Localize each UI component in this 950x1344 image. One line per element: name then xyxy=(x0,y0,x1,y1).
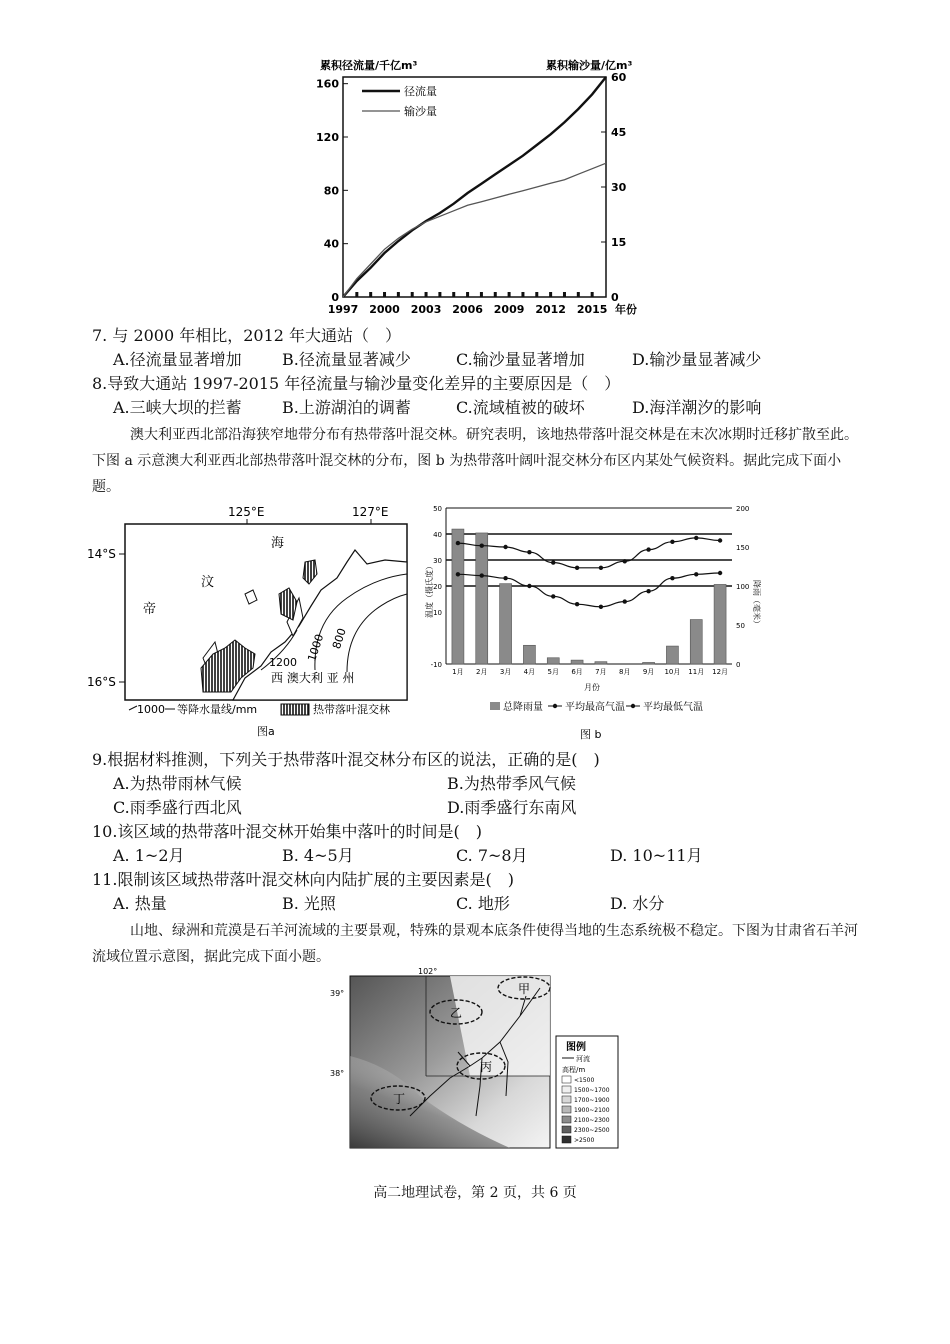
region-yi: 乙 xyxy=(450,1006,463,1020)
q9-stem: 9.根据材料推测，下列关于热带落叶混交林分布区的说法，正确的是( ) xyxy=(92,750,600,769)
x-tick-label: 2006 xyxy=(452,303,483,316)
legend-rain: 总降雨量 xyxy=(503,702,543,713)
elevation-legend-label: 2100~2300 xyxy=(574,1117,610,1124)
q7-stem: 7. 与 2000 年相比，2012 年大通站（ ） xyxy=(92,326,402,345)
rainfall-bar xyxy=(476,533,488,664)
temp-point xyxy=(551,560,555,564)
chart-b-left-tick: 40 xyxy=(433,531,442,539)
chart-b-grid xyxy=(446,508,732,664)
y-right-tick-label: 45 xyxy=(611,126,627,139)
q10-option-b: B. 4~5月 xyxy=(282,846,354,865)
month-label: 2月 xyxy=(476,668,488,676)
elevation-legend-label: 1700~1900 xyxy=(574,1097,610,1104)
q11-option-b: B. 光照 xyxy=(282,894,336,913)
x-tick-label: 2009 xyxy=(493,303,525,316)
map-c-legend-title: 图例 xyxy=(566,1042,586,1053)
month-label: 10月 xyxy=(664,668,681,676)
chart-b-right-label: 降雨（毫米） xyxy=(752,580,761,628)
elevation-legend-label: 1500~1700 xyxy=(574,1087,610,1094)
month-label: 1月 xyxy=(452,668,464,676)
runoff-sediment-chart xyxy=(310,55,650,320)
q9-option-d: D.雨季盛行东南风 xyxy=(447,798,577,817)
temp-point xyxy=(718,538,722,542)
material-paragraph-1: 澳大利亚西北部沿海狭窄地带分布有热带落叶混交林。研究表明，该地热带落叶混交林是在末次冰期时迁移扩散至此。下图 a 示意澳大利亚西北部热带落叶混交林的分布，图 b 为热带落叶阔叶混交林分布区内某处气候资料。据此完成下面小题。 xyxy=(92,427,858,495)
region-bing: 丙 xyxy=(480,1060,493,1074)
month-label: 4月 xyxy=(523,668,536,676)
q7-option-a: A.径流量显著增加 xyxy=(113,350,242,369)
q7-option-d: D.输沙量显著减少 xyxy=(632,350,762,369)
chart-b-left-tick: -10 xyxy=(430,661,442,669)
chart-b-left-tick: 50 xyxy=(433,505,442,513)
temp-point xyxy=(694,572,698,576)
q8-option-c: C.流域植被的破坏 xyxy=(456,398,585,417)
temp-point xyxy=(623,599,627,603)
x-tick-label: 2000 xyxy=(369,303,400,316)
material-paragraph-2: 山地、绿洲和荒漠是石羊河流域的主要景观，特殊的景观本底条件使得当地的生态系统极不稳定。下图为甘肃省石羊河流域位置示意图，据此完成下面小题。 xyxy=(92,923,858,965)
map-a-land-label: 西 澳大利 亚 州 xyxy=(271,671,355,685)
right-axis-title: 累积输沙量/亿m³ xyxy=(546,59,633,72)
temp-point xyxy=(646,547,650,551)
rainfall-bar xyxy=(523,645,535,664)
isohyet-label-1200: 1200 xyxy=(269,656,297,669)
legend-forest-text: 热带落叶混交林 xyxy=(313,703,390,716)
legend-sediment: 输沙量 xyxy=(404,105,437,118)
region-jia: 甲 xyxy=(518,982,531,996)
rainfall-bar xyxy=(500,584,512,664)
temp-point xyxy=(599,566,603,570)
q9-option-b: B.为热带季风气候 xyxy=(447,774,576,793)
chart-b-right-tick: 0 xyxy=(736,661,741,669)
month-label: 11月 xyxy=(688,668,705,676)
month-label: 8月 xyxy=(619,668,631,676)
map-a-lat-1: 14°S xyxy=(87,547,116,561)
chart-b-right-tick: 200 xyxy=(736,505,750,513)
map-c-legend-river: 河流 xyxy=(576,1055,590,1063)
rainfall-bar xyxy=(643,662,655,664)
q7-option-c: C.输沙量显著增加 xyxy=(456,350,585,369)
page-footer: 高二地理试卷，第 2 页，共 6 页 xyxy=(373,1185,577,1201)
q7-option-b: B.径流量显著减少 xyxy=(282,350,411,369)
x-tick-label: 2015 xyxy=(576,303,608,316)
month-label: 3月 xyxy=(499,668,512,676)
isohyet-label-1000: 1000 xyxy=(305,632,327,664)
chart-b-left-label: 温度（摄氏度） xyxy=(425,562,434,618)
temp-point xyxy=(527,550,531,554)
x-ticks xyxy=(328,292,608,316)
y-left-tick-label: 0 xyxy=(331,291,339,304)
map-a-lon-2: 127°E xyxy=(352,505,389,519)
temp-point xyxy=(456,541,460,545)
left-axis-title: 累积径流量/千亿m³ xyxy=(320,59,418,72)
q9-option-c: C.雨季盛行西北风 xyxy=(113,798,242,817)
temp-point xyxy=(623,559,627,563)
map-a-sea-1: 海 xyxy=(271,536,285,551)
temp-point xyxy=(456,572,460,576)
map-c-lat-2: 38° xyxy=(330,1069,345,1078)
chart-b-left-tick: 10 xyxy=(433,609,442,617)
elevation-legend-label: 2300~2500 xyxy=(574,1127,610,1134)
y-right-tick-label: 15 xyxy=(611,236,627,249)
x-tick-label: 1997 xyxy=(327,303,359,316)
temp-point xyxy=(670,576,674,580)
rainfall-bars xyxy=(452,529,726,664)
x-unit: 年份 xyxy=(615,303,637,316)
q8-option-a: A.三峡大坝的拦蓄 xyxy=(113,398,242,417)
legend xyxy=(362,84,437,118)
legend-runoff: 径流量 xyxy=(404,85,437,98)
rainfall-bar xyxy=(595,662,607,664)
temp-point xyxy=(718,571,722,575)
map-c-legend-elev: 高程/m xyxy=(562,1066,586,1074)
q8-stem: 8.导致大通站 1997-2015 年径流量与输沙量变化差异的主要原因是（ ） xyxy=(92,374,621,393)
month-label: 12月 xyxy=(712,668,729,676)
map-a xyxy=(85,502,420,742)
q10-option-d: D. 10~11月 xyxy=(610,846,703,865)
q8-option-d: D.海洋潮汐的影响 xyxy=(632,398,762,417)
y-right-tick-label: 30 xyxy=(611,181,627,194)
q11-stem: 11.限制该区域热带落叶混交林向内陆扩展的主要因素是( ) xyxy=(92,870,514,889)
right-y-ticks xyxy=(601,71,627,304)
temp-point xyxy=(480,544,484,548)
temp-point xyxy=(551,594,555,598)
low-temp-line xyxy=(458,573,720,607)
chart-b-left-tick: 20 xyxy=(433,583,442,591)
legend-low: 平均最低气温 xyxy=(643,702,703,713)
chart-b-right-tick: 150 xyxy=(736,544,750,552)
chart-b-caption: 图 b xyxy=(580,728,602,741)
temp-point xyxy=(503,576,507,580)
temp-point xyxy=(503,545,507,549)
map-c-lon: 102° xyxy=(418,967,438,976)
isohyet-label-800: 800 xyxy=(329,626,349,651)
x-tick-label: 2012 xyxy=(535,303,566,316)
legend-iso-text: 等降水量线/mm xyxy=(177,703,258,716)
rainfall-bar xyxy=(452,529,464,664)
q11-option-c: C. 地形 xyxy=(456,894,510,913)
map-a-caption: 图a xyxy=(257,725,275,738)
chart-b-left-tick: 30 xyxy=(433,557,442,565)
y-right-tick-label: 60 xyxy=(611,71,627,84)
month-label: 7月 xyxy=(595,668,607,676)
elevation-legend-label: <1500 xyxy=(574,1077,595,1084)
legend-iso-sample: 1000 xyxy=(137,703,165,716)
map-a-sea-3: 帝 xyxy=(143,602,157,617)
temp-point xyxy=(527,584,531,588)
y-left-tick-label: 120 xyxy=(316,131,339,144)
q9-option-a: A.为热带雨林气候 xyxy=(113,774,242,793)
temp-point xyxy=(480,573,484,577)
temp-point xyxy=(575,602,579,606)
chart-b-month-labels xyxy=(452,668,728,676)
temp-point xyxy=(670,540,674,544)
rainfall-bar xyxy=(666,646,678,664)
map-a-lat-2: 16°S xyxy=(87,675,116,689)
rainfall-bar xyxy=(690,620,702,664)
y-left-tick-label: 40 xyxy=(323,237,339,251)
q10-option-c: C. 7~8月 xyxy=(456,846,528,865)
rainfall-bar xyxy=(714,584,726,664)
month-label: 9月 xyxy=(642,668,655,676)
q11-option-a: A. 热量 xyxy=(113,894,167,913)
rainfall-bar xyxy=(571,660,583,664)
climate-chart-b xyxy=(420,500,765,745)
rainfall-bar xyxy=(547,658,559,664)
q11-option-d: D. 水分 xyxy=(610,894,665,913)
chart-b-x-title: 月份 xyxy=(584,683,600,692)
shiyang-basin-map xyxy=(330,966,620,1152)
y-right-tick-label: 0 xyxy=(611,291,619,304)
q8-option-b: B.上游湖泊的调蓄 xyxy=(282,398,411,417)
chart-b-right-ticks xyxy=(736,505,749,669)
month-label: 5月 xyxy=(547,668,559,676)
chart-b-right-tick: 50 xyxy=(736,622,745,630)
high-temp-line xyxy=(458,538,720,568)
map-a-lon-1: 125°E xyxy=(228,505,265,519)
x-tick-label: 2003 xyxy=(410,303,442,316)
temp-point xyxy=(599,605,603,609)
q10-stem: 10.该区域的热带落叶混交林开始集中落叶的时间是( ) xyxy=(92,822,482,841)
q10-option-a: A. 1~2月 xyxy=(113,846,185,865)
chart-b-legend xyxy=(490,700,703,713)
y-left-tick-label: 80 xyxy=(323,184,339,198)
temp-point xyxy=(646,589,650,593)
y-left-tick-label: 160 xyxy=(316,77,339,91)
region-ding: 丁 xyxy=(393,1092,406,1106)
temp-point xyxy=(694,536,698,540)
sediment-series-line xyxy=(343,163,606,297)
elevation-legend-label: 1900~2100 xyxy=(574,1107,610,1114)
month-label: 6月 xyxy=(571,668,583,676)
map-c-lat-1: 39° xyxy=(330,989,345,998)
legend-high: 平均最高气温 xyxy=(565,702,625,713)
map-a-sea-2: 汶 xyxy=(201,575,215,590)
temp-point xyxy=(575,566,579,570)
chart-b-right-tick: 100 xyxy=(736,583,750,591)
runoff-series-line xyxy=(343,77,606,297)
elevation-legend-label: >2500 xyxy=(574,1137,595,1144)
